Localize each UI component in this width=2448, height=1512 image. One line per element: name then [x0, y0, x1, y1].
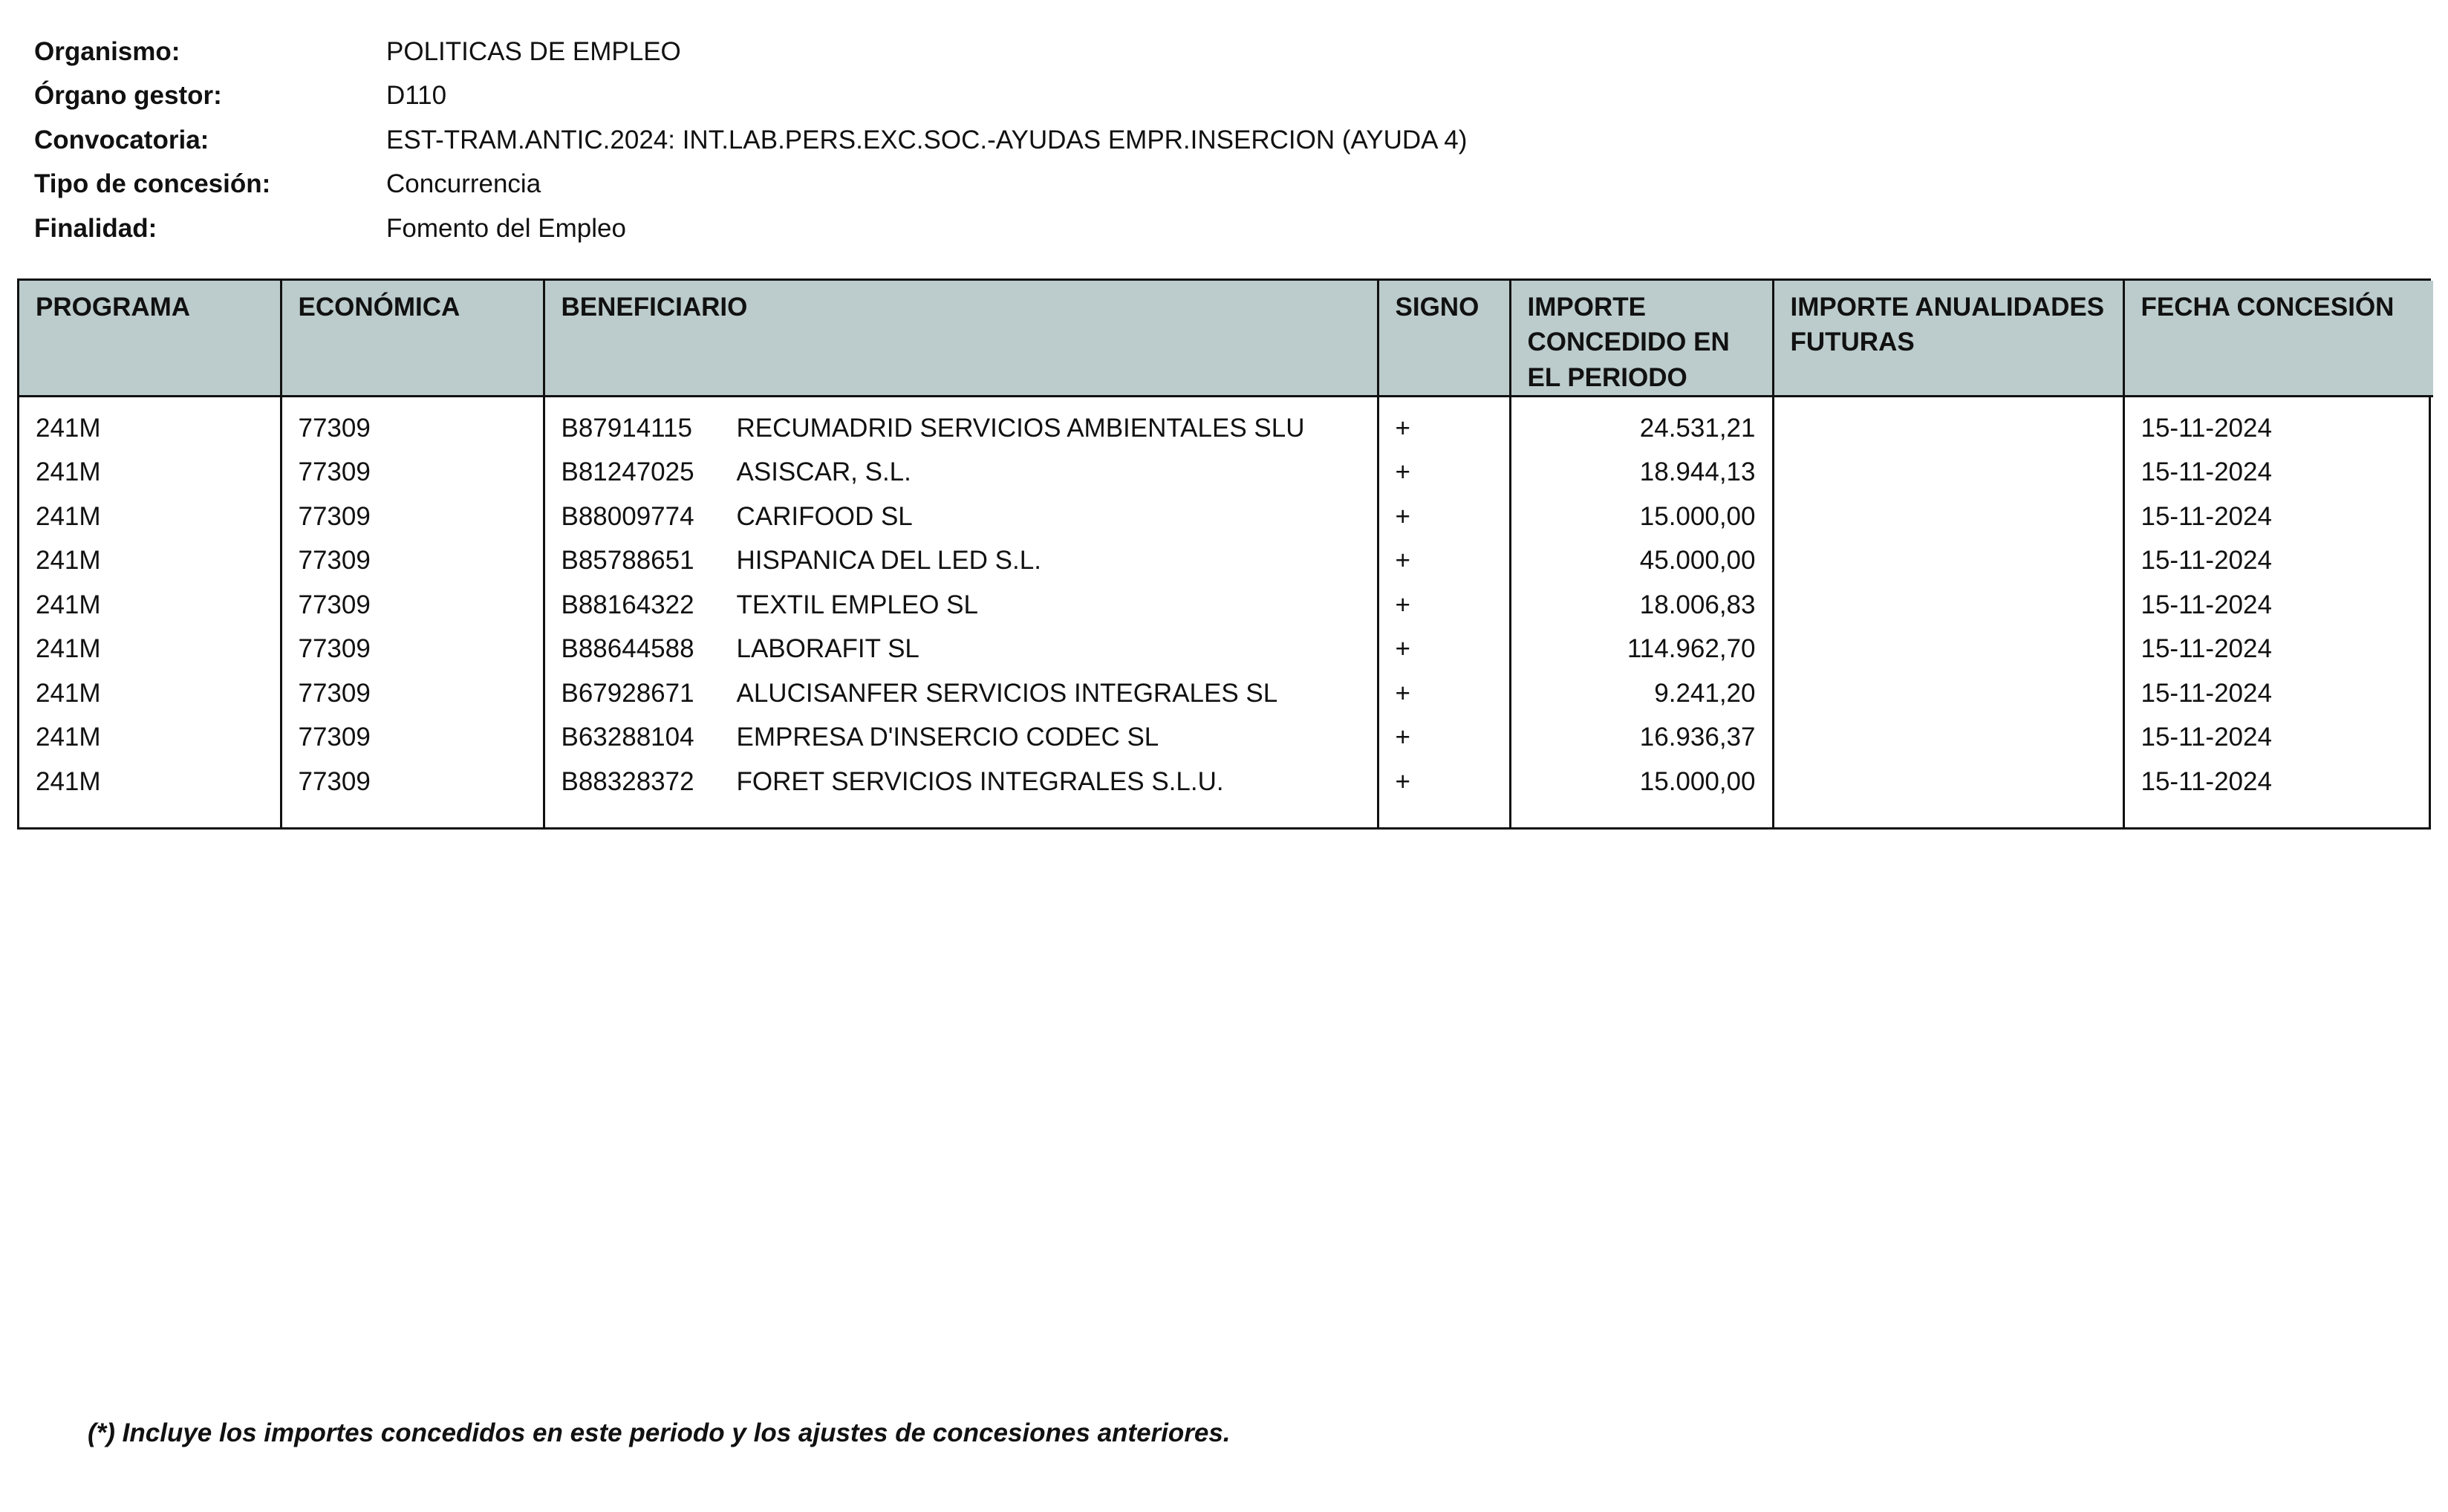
beneficiario-nombre: ALUCISANFER SERVICIOS INTEGRALES SL: [736, 678, 1278, 708]
programa-cell: 241M: [36, 678, 101, 708]
fecha-cell: 15-11-2024: [2141, 634, 2272, 664]
field-label: Órgano gestor:: [34, 81, 222, 111]
header-fields: [34, 30, 1467, 251]
column-beneficiario: [544, 396, 1378, 827]
fecha-cell: 15-11-2024: [2141, 457, 2272, 487]
field-value: POLITICAS DE EMPLEO: [386, 36, 681, 66]
importe-cell: 16.936,37: [1639, 723, 1756, 752]
field-organismo: [34, 30, 1467, 74]
column-header-importe-concedido: IMPORTE CONCEDIDO EN EL PERIODO: [1510, 281, 1773, 396]
field-convocatoria: [34, 118, 1467, 163]
beneficiario-cell: [561, 495, 1361, 539]
field-finalidad: [34, 206, 1467, 251]
column-header-importe-futuras: IMPORTE ANUALIDADES FUTURAS: [1773, 281, 2123, 396]
beneficiario-nif: B85788651: [561, 546, 694, 576]
field-value: Fomento del Empleo: [386, 213, 626, 243]
beneficiario-nombre: FORET SERVICIOS INTEGRALES S.L.U.: [736, 766, 1224, 796]
beneficiario-nif: B88644588: [561, 634, 694, 664]
column-header-programa: PROGRAMA: [19, 281, 281, 396]
column-importe-futuras: [1773, 396, 2123, 827]
beneficiario-cell: [561, 450, 1361, 495]
economica-cell: 77309: [298, 501, 371, 531]
fecha-cell: 15-11-2024: [2141, 413, 2272, 443]
importe-cell: 24.531,21: [1639, 413, 1756, 443]
importe-cell: 18.006,83: [1639, 590, 1756, 619]
footnote: (*) Incluye los importes concedidos en este periodo y los ajustes de concesiones anteriores.: [88, 1418, 1231, 1447]
beneficiario-nif: B88328372: [561, 766, 694, 796]
beneficiario-cell: [561, 406, 1361, 451]
beneficiario-cell: [561, 760, 1361, 804]
importe-cell: 15.000,00: [1639, 766, 1756, 796]
table-header-row: [19, 281, 2433, 396]
programa-cell: 241M: [36, 501, 101, 531]
futuras-cell: [1791, 406, 2106, 451]
fecha-cell: 15-11-2024: [2141, 501, 2272, 531]
economica-cell: 77309: [298, 413, 371, 443]
column-header-beneficiario: BENEFICIARIO: [544, 281, 1378, 396]
programa-cell: 241M: [36, 634, 101, 664]
signo-cell: +: [1395, 634, 1410, 664]
beneficiario-nombre: LABORAFIT SL: [736, 634, 919, 664]
programa-cell: 241M: [36, 546, 101, 576]
beneficiario-nif: B67928671: [561, 678, 694, 708]
fecha-cell: 15-11-2024: [2141, 678, 2272, 708]
beneficiario-nombre: CARIFOOD SL: [736, 501, 913, 531]
beneficiario-cell: [561, 583, 1361, 628]
signo-cell: +: [1395, 546, 1410, 576]
beneficiario-nombre: RECUMADRID SERVICIOS AMBIENTALES SLU: [736, 413, 1305, 443]
beneficiario-cell: [561, 671, 1361, 716]
beneficiario-nombre: ASISCAR, S.L.: [736, 457, 911, 487]
signo-cell: +: [1395, 590, 1410, 619]
beneficiario-nif: B63288104: [561, 723, 694, 752]
futuras-cell: [1791, 583, 2106, 628]
table-body: [19, 396, 2433, 827]
economica-cell: 77309: [298, 634, 371, 664]
economica-cell: 77309: [298, 546, 371, 576]
importe-cell: 18.944,13: [1639, 457, 1756, 487]
beneficiario-nif: B88164322: [561, 590, 694, 619]
column-importe-concedido: [1510, 396, 1773, 827]
beneficiario-nombre: EMPRESA D'INSERCIO CODEC SL: [736, 723, 1159, 752]
signo-cell: +: [1395, 413, 1410, 443]
beneficiario-cell: [561, 538, 1361, 583]
programa-cell: 241M: [36, 457, 101, 487]
programa-cell: 241M: [36, 723, 101, 752]
grants-table: [17, 278, 2431, 830]
field-label: Convocatoria:: [34, 125, 209, 154]
economica-cell: 77309: [298, 766, 371, 796]
column-fecha-concesion: [2123, 396, 2433, 827]
futuras-cell: [1791, 627, 2106, 671]
field-organo-gestor: [34, 74, 1467, 119]
signo-cell: +: [1395, 457, 1410, 487]
field-value: D110: [386, 81, 447, 111]
beneficiario-nif: B81247025: [561, 457, 694, 487]
fecha-cell: 15-11-2024: [2141, 546, 2272, 576]
column-header-fecha-concesion: FECHA CONCESIÓN: [2123, 281, 2433, 396]
beneficiario-cell: [561, 715, 1361, 760]
signo-cell: +: [1395, 501, 1410, 531]
importe-cell: 114.962,70: [1627, 634, 1756, 664]
importe-cell: 15.000,00: [1639, 501, 1756, 531]
fecha-cell: 15-11-2024: [2141, 723, 2272, 752]
column-economica: [281, 396, 544, 827]
field-label: Finalidad:: [34, 213, 157, 243]
programa-cell: 241M: [36, 413, 101, 443]
futuras-cell: [1791, 760, 2106, 804]
futuras-cell: [1791, 450, 2106, 495]
column-header-signo: SIGNO: [1378, 281, 1510, 396]
column-programa: [19, 396, 281, 827]
beneficiario-nif: B87914115: [561, 413, 692, 443]
futuras-cell: [1791, 495, 2106, 539]
programa-cell: 241M: [36, 590, 101, 619]
beneficiario-nif: B88009774: [561, 501, 694, 531]
economica-cell: 77309: [298, 590, 371, 619]
fecha-cell: 15-11-2024: [2141, 766, 2272, 796]
importe-cell: 45.000,00: [1639, 546, 1756, 576]
futuras-cell: [1791, 715, 2106, 760]
signo-cell: +: [1395, 766, 1410, 796]
field-label: Organismo:: [34, 36, 180, 66]
futuras-cell: [1791, 538, 2106, 583]
importe-cell: 9.241,20: [1654, 678, 1756, 708]
field-value: EST-TRAM.ANTIC.2024: INT.LAB.PERS.EXC.SOC.-AYUDAS EMPR.INSERCION (AYUDA 4): [386, 125, 1468, 154]
futuras-cell: [1791, 671, 2106, 716]
beneficiario-cell: [561, 627, 1361, 671]
field-value: Concurrencia: [386, 169, 541, 199]
economica-cell: 77309: [298, 723, 371, 752]
column-header-economica: ECONÓMICA: [281, 281, 544, 396]
programa-cell: 241M: [36, 766, 101, 796]
economica-cell: 77309: [298, 678, 371, 708]
economica-cell: 77309: [298, 457, 371, 487]
signo-cell: +: [1395, 678, 1410, 708]
field-label: Tipo de concesión:: [34, 169, 271, 199]
field-tipo-concesion: [34, 163, 1467, 207]
beneficiario-nombre: TEXTIL EMPLEO SL: [736, 590, 978, 619]
signo-cell: +: [1395, 723, 1410, 752]
fecha-cell: 15-11-2024: [2141, 590, 2272, 619]
beneficiario-nombre: HISPANICA DEL LED S.L.: [736, 546, 1041, 576]
column-signo: [1378, 396, 1510, 827]
